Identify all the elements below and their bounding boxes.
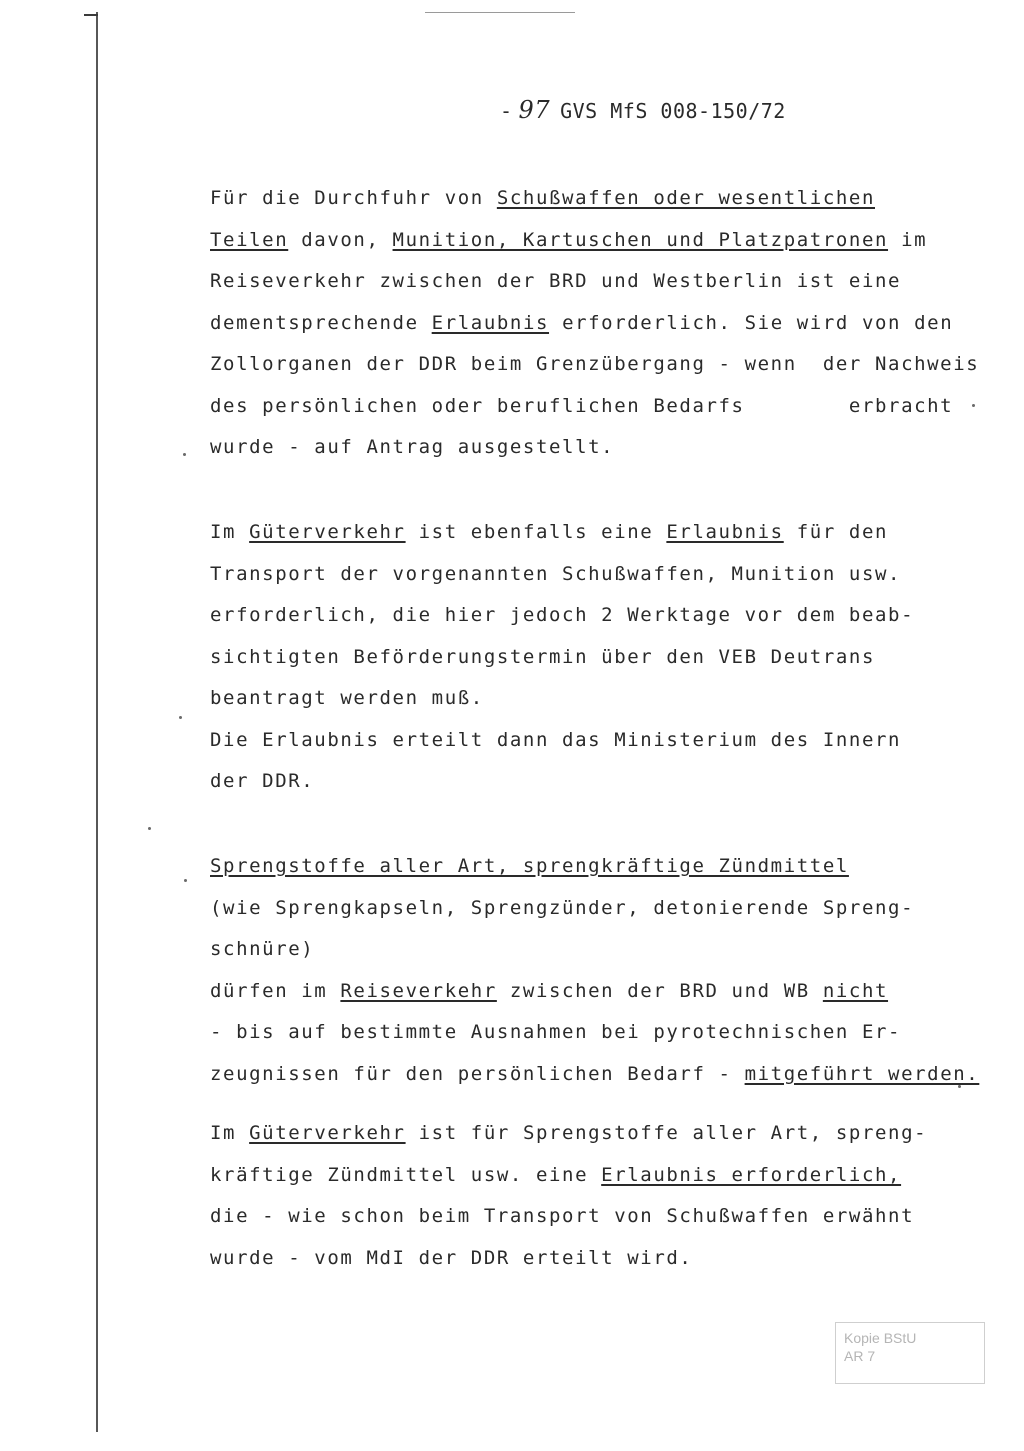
underlined-phrase: Erlaubnis erforderlich, <box>601 1163 902 1186</box>
text-line <box>210 645 875 669</box>
page-header <box>500 96 786 124</box>
underlined-phrase: Güterverkehr <box>249 1122 406 1144</box>
text-line <box>210 311 953 335</box>
scan-speck <box>179 716 182 719</box>
scan-speck <box>183 453 186 456</box>
text-run: im <box>888 228 928 251</box>
text-line <box>210 1020 901 1044</box>
text-run: ist ebenfalls eine <box>405 521 667 543</box>
text-run: die - wie schon beim Transport von Schußwaffen erwähnt <box>210 1205 915 1227</box>
text-line <box>210 1246 692 1270</box>
text-line <box>210 186 875 210</box>
text-run: erforderlich, die hier jedoch 2 Werktage vor dem beab- <box>210 604 915 626</box>
text-run: wurde - vom MdI der DDR erteilt wird. <box>210 1246 693 1269</box>
text-run: Im <box>210 521 250 543</box>
underlined-phrase: Teilen <box>210 228 289 251</box>
text-line <box>210 562 901 586</box>
document-reference: GVS MfS 008-150/72 <box>560 99 786 123</box>
text-run: erforderlich. Sie wird von den <box>549 311 954 334</box>
text-run: Im <box>210 1122 250 1144</box>
text-run: schnüre) <box>210 938 315 960</box>
text-run: des persönlichen oder beruflichen Bedarfs erbracht <box>210 394 954 417</box>
text-run: kräftige Zündmittel usw. eine <box>210 1163 602 1186</box>
text-line <box>210 1062 979 1086</box>
text-run: für den <box>783 521 889 543</box>
text-run: Transport der vorgenannten Schußwaffen, Munition usw. <box>210 562 902 585</box>
text-run: - bis auf bestimmte Ausnahmen bei pyrotechnischen Er- <box>210 1021 902 1043</box>
text-line <box>210 896 914 920</box>
text-run: davon, <box>288 228 393 251</box>
text-line <box>210 435 614 459</box>
text-run: Zollorganen der DDR beim Grenzübergang - wenn der Nachweis <box>210 353 980 375</box>
margin-tick <box>84 14 98 16</box>
archive-stamp <box>835 1322 985 1384</box>
text-line <box>210 728 901 752</box>
text-run: zeugnissen für den persönlichen Bedarf - <box>210 1062 745 1085</box>
page-number: 97 <box>518 96 551 124</box>
scan-speck <box>972 404 975 407</box>
scan-speck <box>148 827 151 830</box>
text-line <box>210 394 953 418</box>
text-run: sichtigten Beförderungstermin über den VEB Deutrans <box>210 645 875 668</box>
text-run: (wie Sprengkapseln, Sprengzünder, detonierende Spreng- <box>210 896 915 919</box>
text-run: zwischen der BRD und WB <box>496 979 823 1002</box>
text-line <box>210 228 927 252</box>
text-line <box>210 1121 927 1145</box>
text-run: beantragt werden muß. <box>210 687 484 709</box>
text-line <box>210 937 314 961</box>
text-line <box>210 854 849 878</box>
text-line <box>210 979 888 1003</box>
header-dash: - <box>500 99 513 123</box>
underlined-phrase: Erlaubnis <box>666 521 784 543</box>
text-run: Die Erlaubnis erteilt dann das Ministerium des Innern <box>210 728 902 751</box>
text-line <box>210 520 888 544</box>
scan-speck <box>184 879 187 882</box>
text-run: Für die Durchfuhr von <box>210 187 497 209</box>
text-line <box>210 1204 914 1228</box>
stamp-line-1: Kopie BStU <box>844 1330 917 1346</box>
text-run: Reiseverkehr zwischen der BRD und Westberlin ist eine <box>210 270 902 292</box>
underlined-phrase: Schußwaffen oder wesentlichen <box>496 187 875 209</box>
underlined-phrase: Sprengstoffe aller Art, sprengkräftige Zündmittel <box>210 855 849 877</box>
stamp-line-2: AR 7 <box>844 1348 876 1364</box>
text-run: wurde - auf Antrag ausgestellt. <box>210 436 615 458</box>
text-run: der DDR. <box>210 770 315 792</box>
scan-speck <box>958 1085 961 1088</box>
underlined-phrase: mitgeführt werden. <box>744 1062 980 1085</box>
underlined-phrase: Munition, Kartuschen und Platzpatronen <box>392 228 889 251</box>
text-line <box>210 686 484 710</box>
text-line <box>210 603 914 627</box>
underlined-phrase: nicht <box>822 979 889 1002</box>
text-line <box>210 769 314 793</box>
text-run: dürfen im <box>210 979 341 1002</box>
text-run: dementsprechende <box>210 311 432 334</box>
text-run: ist für Sprengstoffe aller Art, spreng- <box>405 1122 928 1144</box>
text-line <box>210 1163 901 1187</box>
margin-line <box>96 12 98 1432</box>
underlined-phrase: Reiseverkehr <box>340 979 497 1002</box>
underlined-phrase: Güterverkehr <box>249 521 406 543</box>
text-line <box>210 352 979 376</box>
underlined-phrase: Erlaubnis <box>431 311 550 334</box>
top-rule <box>425 12 575 13</box>
text-line <box>210 269 901 293</box>
